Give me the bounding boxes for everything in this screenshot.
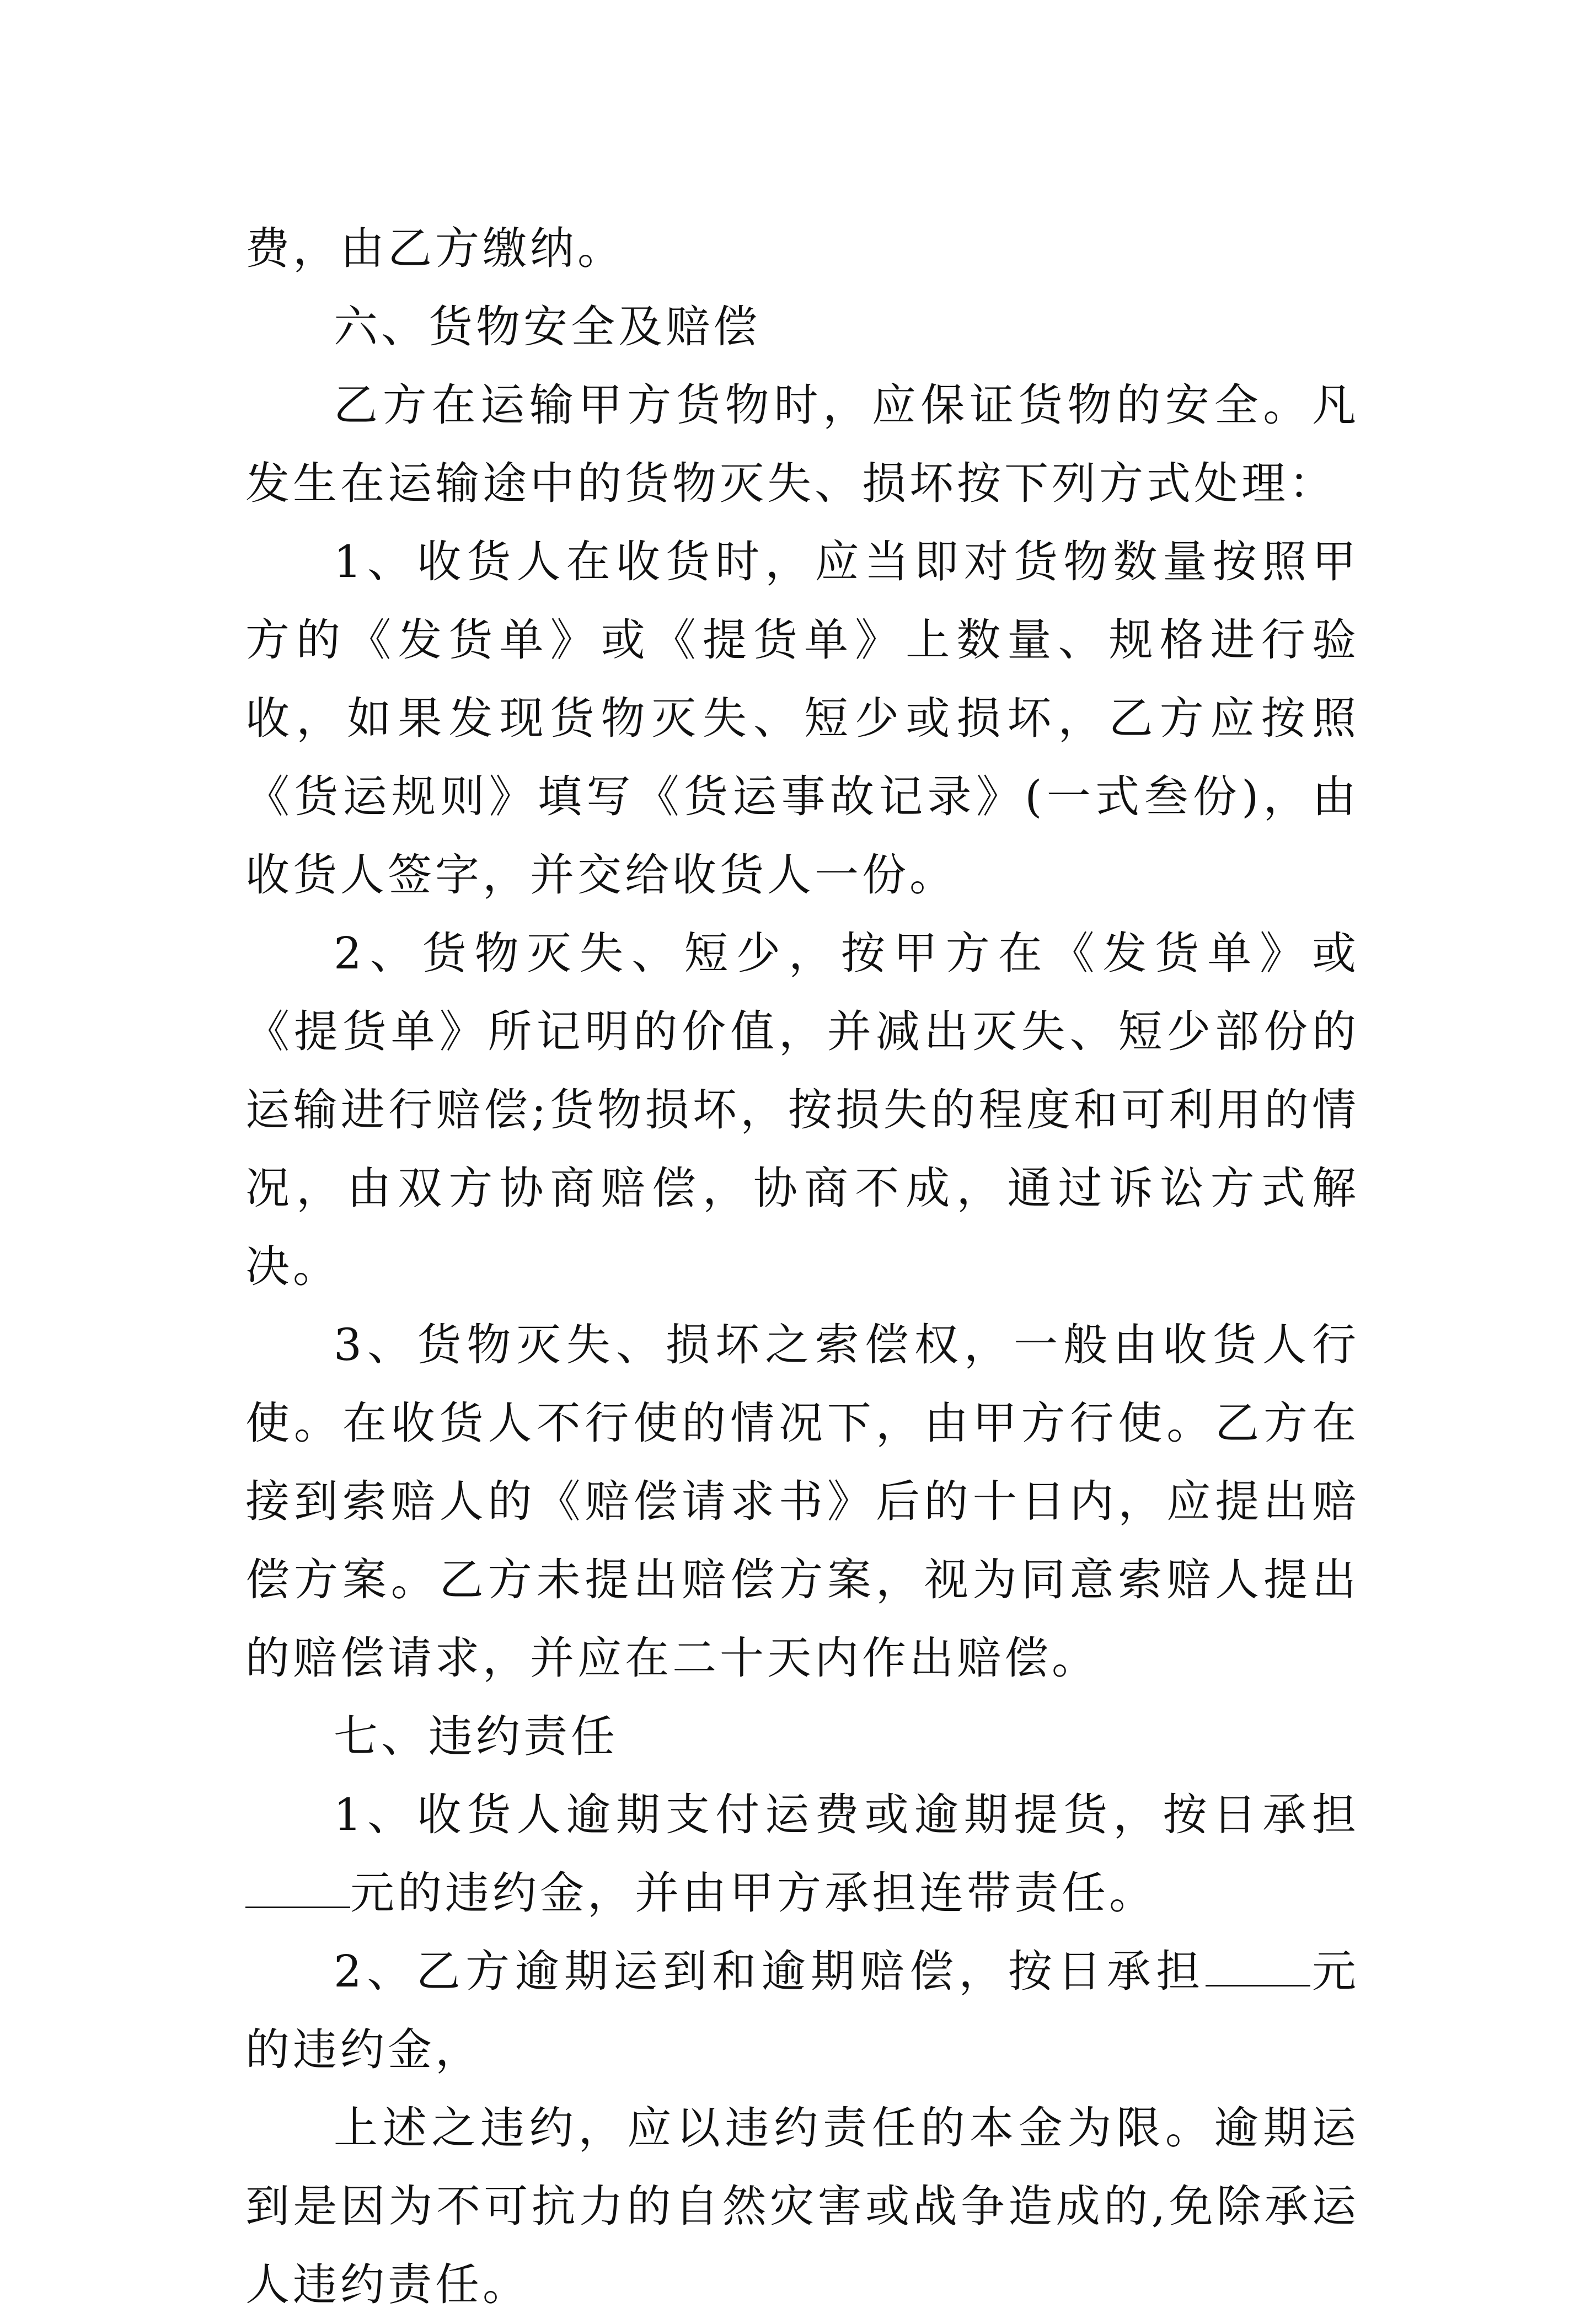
clause-3-claim-rights: 3、货物灭失、损坏之索偿权，一般由收货人行使。在收货人不行使的情况下，由甲方行使。乙方在接到索赔人的《赔偿请求书》后的十日内，应提出赔偿方案。乙方未提出赔偿方案，视为同意索赔人提出的赔偿请求，并应在二十天内作出赔偿。 (245, 1319, 1359, 1684)
section-heading-cargo-safety: 六、货物安全及赔偿 (334, 301, 760, 352)
paragraph-cargo-safety-intro: 乙方在运输甲方货物时，应保证货物的安全。凡发生在运输途中的货物灭失、损坏按下列方式处理： (245, 379, 1359, 509)
document-body (245, 210, 1359, 2324)
clause-2-carrier-late-penalty (245, 1932, 1359, 2089)
amount-blank-line (1206, 1946, 1310, 1986)
amount-blank-line (245, 1868, 350, 1908)
clause-1-text-before-blank: 1、收货人逾期支付运费或逾期提货，按日承担 (334, 1789, 1359, 1840)
clause-1-text-after-blank: 元的违约金，并由甲方承担连带责任。 (350, 1867, 1156, 1919)
clause-2-text-after-blank: 元的违约金， (245, 1946, 1360, 2075)
clause-1-consignee-late-penalty (245, 1776, 1359, 1932)
paragraph-breach-limit-force-majeure: 上述之违约，应以违约责任的本金为限。逾期运到是因为不可抗力的自然灾害或战争造成的,免除承运人违约责任。 (245, 2102, 1359, 2310)
clause-1-inspection-on-receipt: 1、收货人在收货时，应当即对货物数量按照甲方的《发货单》或《提货单》上数量、规格进行验收，如果发现货物灭失、短少或损坏，乙方应按照《货运规则》填写《货运事故记录》(一式叁份)，由收货人签字，并交给收货人一份。 (245, 536, 1359, 901)
section-heading-breach-liability: 七、违约责任 (334, 1711, 618, 1762)
clause-2-loss-compensation: 2、货物灭失、短少，按甲方在《发货单》或《提货单》所记明的价值，并减出灭失、短少部份的运输进行赔偿;货物损坏，按损失的程度和可利用的情况，由双方协商赔偿，协商不成，通过诉讼方式解决。 (245, 928, 1359, 1292)
clause-2-text-before-blank: 2、乙方逾期运到和逾期赔偿，按日承担 (334, 1946, 1206, 1997)
paragraph-fee-paid-by-party-b: 费，由乙方缴纳。 (245, 223, 625, 274)
